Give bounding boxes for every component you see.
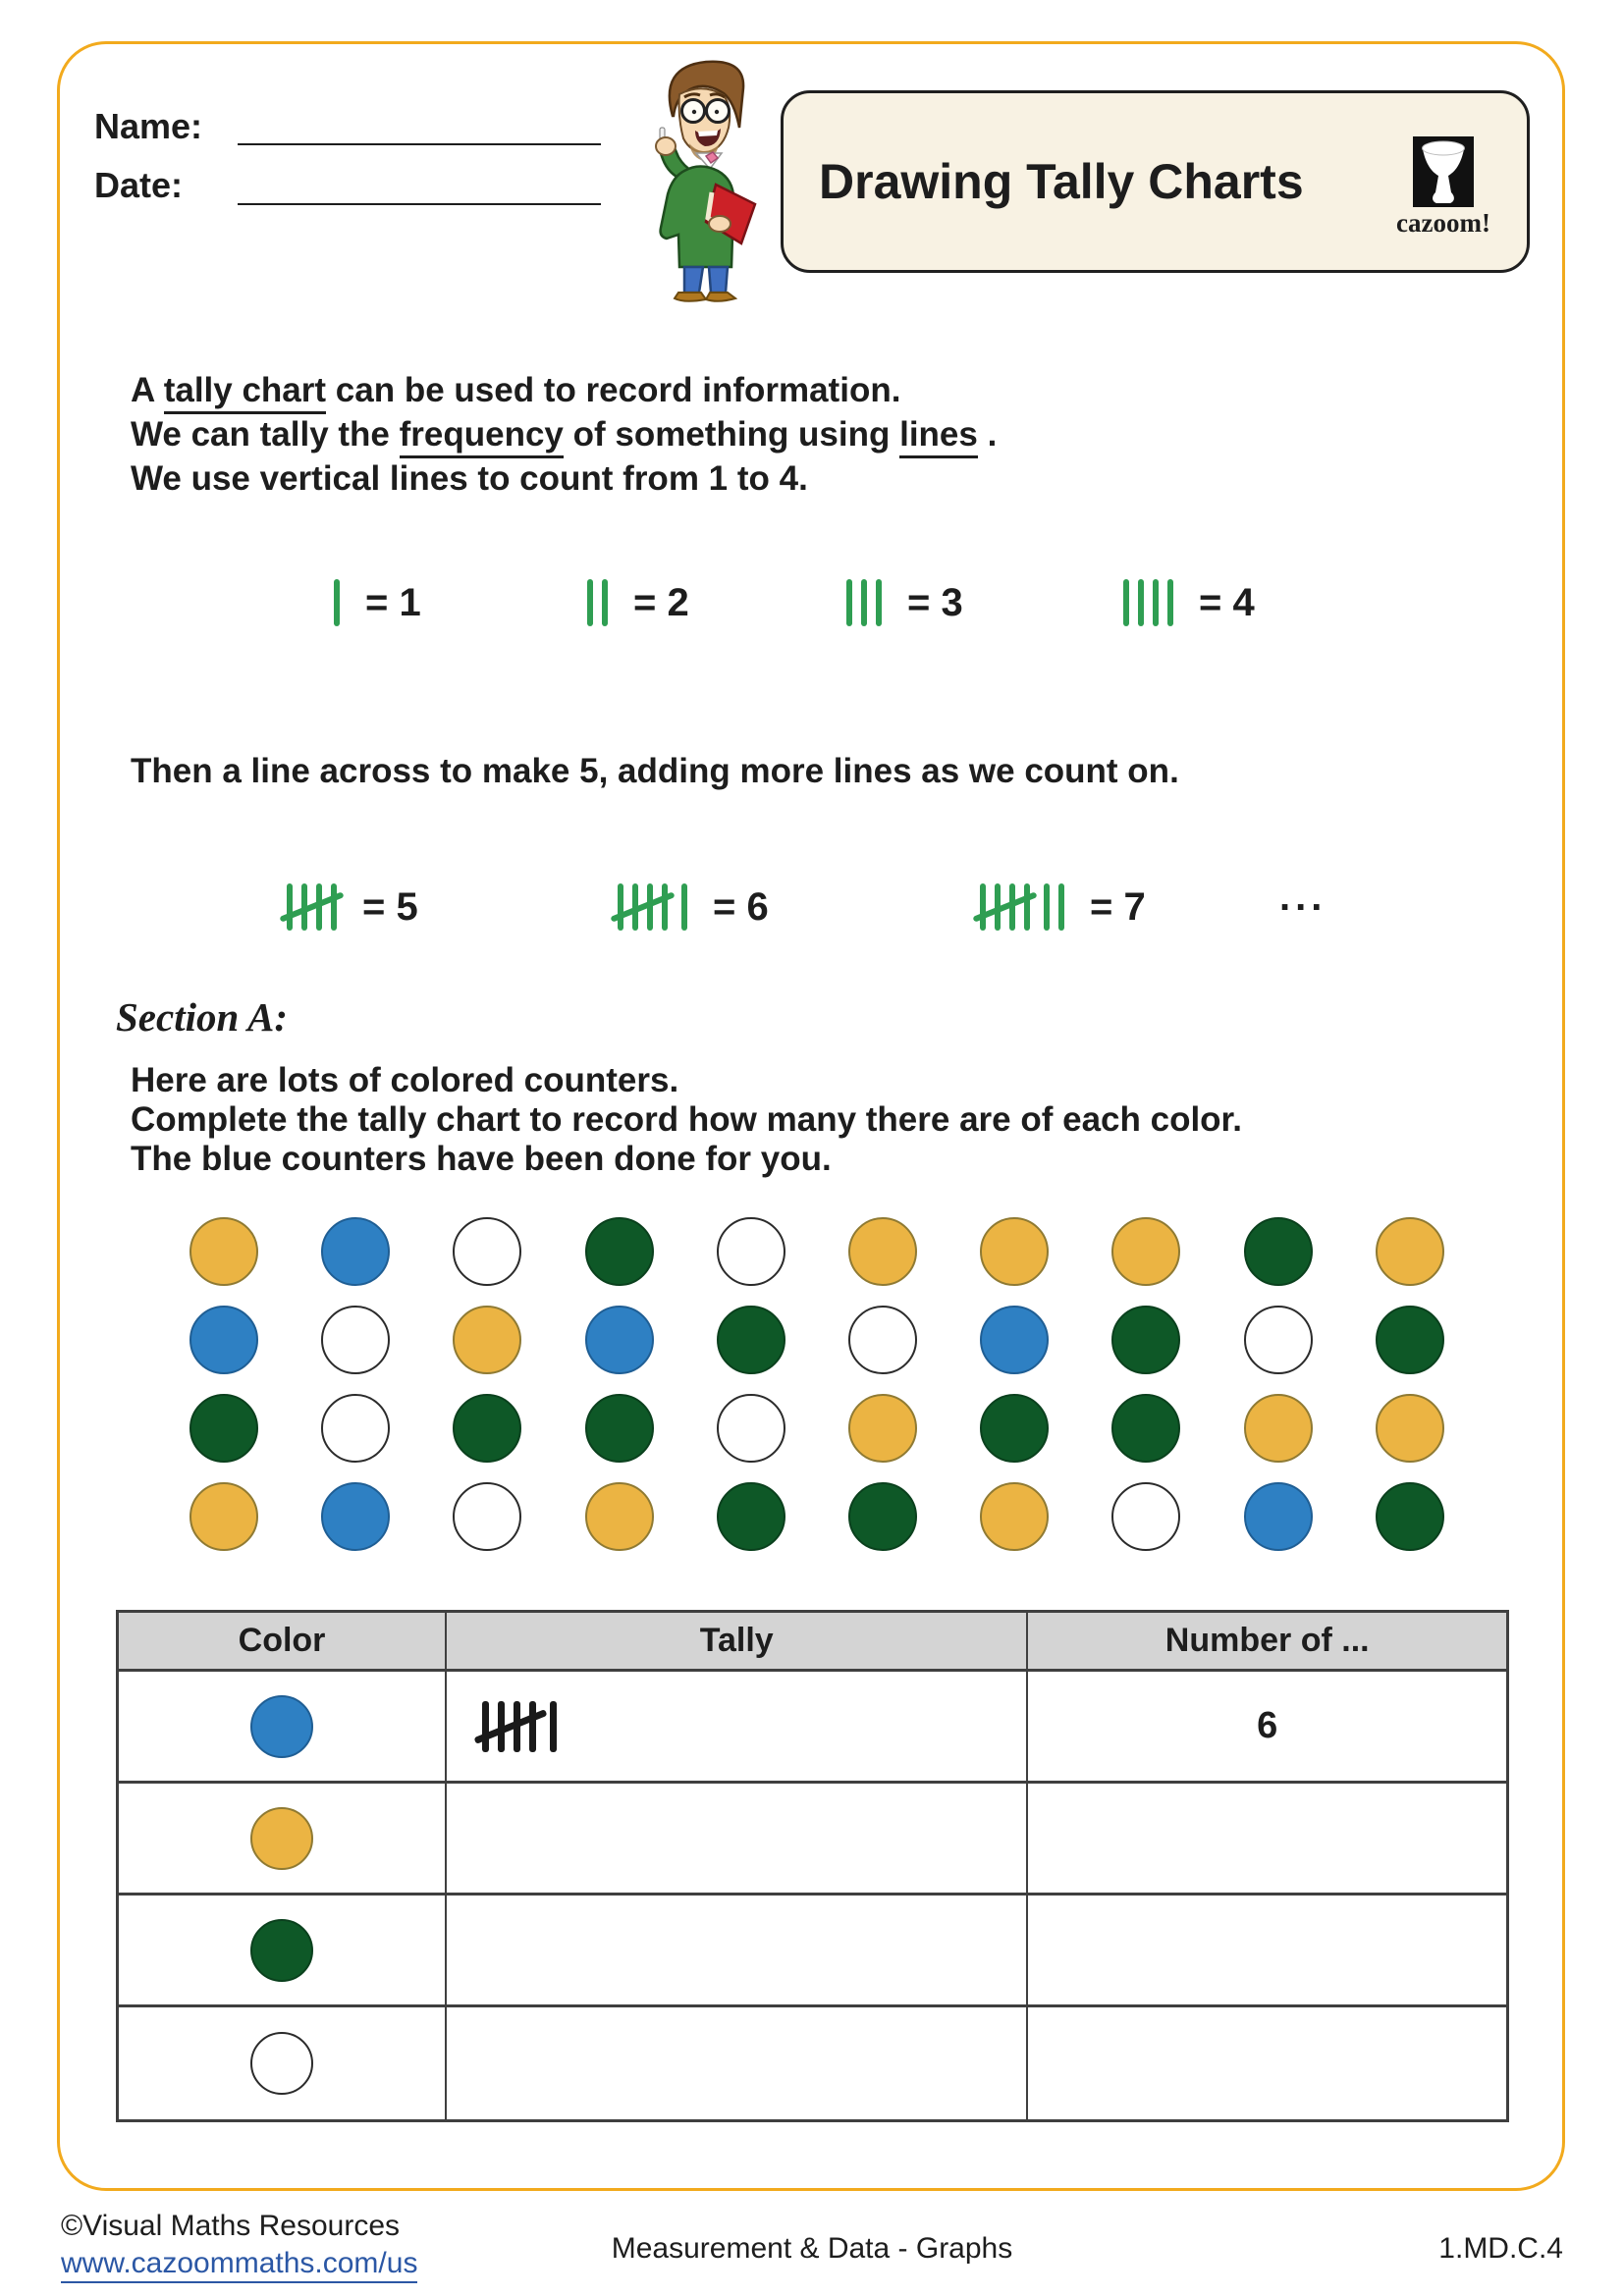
table-cell-number[interactable] bbox=[1028, 1896, 1506, 2004]
table-row-blue bbox=[119, 1672, 1506, 1784]
then-line: Then a line across to make 5, adding more lines as we count on. bbox=[131, 752, 1179, 790]
tally-marks bbox=[482, 1701, 557, 1752]
tally-stroke bbox=[980, 883, 986, 931]
tally-group bbox=[334, 579, 340, 626]
tally-stroke bbox=[618, 883, 623, 931]
tally-marks bbox=[846, 579, 882, 626]
counter-green bbox=[1244, 1217, 1313, 1286]
counter-green bbox=[980, 1394, 1049, 1463]
table-header-1: Color bbox=[119, 1613, 447, 1669]
table-row-green bbox=[119, 1896, 1506, 2007]
section-a-line-3: The blue counters have been done for you. bbox=[131, 1140, 832, 1178]
tally-marks bbox=[618, 883, 687, 931]
counter-green bbox=[1376, 1482, 1444, 1551]
website-link[interactable]: www.cazoommaths.com/us bbox=[61, 2247, 417, 2283]
date-input-line[interactable] bbox=[238, 203, 601, 205]
counter-green bbox=[717, 1482, 785, 1551]
ellipsis-text: ... bbox=[1279, 876, 1327, 919]
tally-stroke bbox=[602, 579, 608, 626]
counter-yellow bbox=[453, 1306, 521, 1374]
title-box bbox=[781, 90, 1530, 273]
underlined-term: tally chart bbox=[164, 371, 326, 414]
tally-example-label: = 3 bbox=[907, 581, 963, 624]
section-a-line-1: Here are lots of colored counters. bbox=[131, 1061, 679, 1099]
tally-group-of-five bbox=[980, 883, 1030, 931]
copyright-text: ©Visual Maths Resources bbox=[61, 2210, 401, 2242]
counter-green bbox=[585, 1217, 654, 1286]
counter-blue bbox=[189, 1306, 258, 1374]
tally-stroke bbox=[482, 1701, 489, 1752]
tally-group bbox=[1044, 883, 1064, 931]
tally-example-1 bbox=[334, 577, 421, 628]
counter-blue bbox=[321, 1217, 390, 1286]
underlined-term: frequency bbox=[400, 415, 564, 458]
table-cell-color bbox=[119, 1672, 447, 1781]
tally-example-7 bbox=[980, 881, 1146, 933]
teacher-illustration-icon bbox=[633, 55, 783, 304]
counter-white bbox=[848, 1306, 917, 1374]
tally-stroke bbox=[1167, 579, 1173, 626]
counter-white bbox=[250, 2032, 313, 2095]
tally-chart-table bbox=[116, 1610, 1509, 2122]
tally-stroke bbox=[681, 883, 687, 931]
counter-blue bbox=[585, 1306, 654, 1374]
table-cell-number[interactable] bbox=[1028, 1784, 1506, 1893]
counter-green bbox=[1111, 1394, 1180, 1463]
tally-example-label: = 7 bbox=[1090, 885, 1146, 929]
counter-white bbox=[1244, 1306, 1313, 1374]
tally-stroke bbox=[1058, 883, 1064, 931]
table-cell-tally bbox=[447, 1672, 1028, 1781]
counter-white bbox=[321, 1306, 390, 1374]
table-cell-color bbox=[119, 1896, 447, 2004]
tally-stroke bbox=[1138, 579, 1144, 626]
name-label: Name: bbox=[94, 106, 203, 146]
counter-white bbox=[453, 1482, 521, 1551]
table-header-3: Number of ... bbox=[1164, 1622, 1370, 1659]
counter-blue bbox=[250, 1695, 313, 1758]
tally-stroke bbox=[334, 579, 340, 626]
djembe-drum-icon bbox=[1413, 136, 1474, 207]
counter-yellow bbox=[1376, 1394, 1444, 1463]
tally-example-label: = 6 bbox=[713, 885, 769, 929]
table-cell-color bbox=[119, 2007, 447, 2119]
counter-white bbox=[717, 1394, 785, 1463]
page-title: Drawing Tally Charts bbox=[819, 154, 1304, 209]
counter-yellow bbox=[1244, 1394, 1313, 1463]
tally-group bbox=[1123, 579, 1173, 626]
tally-example-label: = 5 bbox=[362, 885, 418, 929]
tally-stroke bbox=[1123, 579, 1129, 626]
tally-example-5 bbox=[287, 881, 418, 933]
counter-white bbox=[1111, 1482, 1180, 1551]
tally-stroke bbox=[861, 579, 867, 626]
footer-topic-text: Measurement & Data - Graphs bbox=[611, 2232, 1013, 2265]
section-a-heading: Section A: bbox=[116, 994, 289, 1040]
tally-stroke bbox=[1153, 579, 1159, 626]
cazoom-logo bbox=[1383, 136, 1503, 239]
counter-blue bbox=[321, 1482, 390, 1551]
counter-green bbox=[1376, 1306, 1444, 1374]
counter-yellow bbox=[585, 1482, 654, 1551]
date-label: Date: bbox=[94, 165, 184, 205]
table-cell-tally[interactable] bbox=[447, 2007, 1028, 2119]
tally-group bbox=[681, 883, 687, 931]
counter-green bbox=[585, 1394, 654, 1463]
tally-example-4 bbox=[1123, 577, 1255, 628]
table-cell-tally[interactable] bbox=[447, 1784, 1028, 1893]
name-input-line[interactable] bbox=[238, 143, 601, 145]
tally-marks bbox=[1123, 579, 1173, 626]
counter-white bbox=[321, 1394, 390, 1463]
tally-stroke bbox=[846, 579, 852, 626]
tally-group-of-five bbox=[287, 883, 337, 931]
counter-yellow bbox=[848, 1394, 917, 1463]
tally-group bbox=[846, 579, 882, 626]
tally-stroke bbox=[662, 883, 668, 931]
table-header-row bbox=[119, 1613, 1506, 1672]
underlined-term: lines bbox=[899, 415, 978, 458]
counter-green bbox=[189, 1394, 258, 1463]
counter-white bbox=[453, 1217, 521, 1286]
counter-blue bbox=[980, 1306, 1049, 1374]
tally-stroke bbox=[529, 1701, 536, 1752]
section-a-line-2: Complete the tally chart to record how many there are of each color. bbox=[131, 1100, 1242, 1139]
counter-yellow bbox=[848, 1217, 917, 1286]
teacher-cartoon bbox=[633, 55, 783, 304]
intro-line-1: A tally chart can be used to record information. bbox=[131, 371, 900, 410]
tally-example-6 bbox=[618, 881, 769, 933]
tally-group bbox=[587, 579, 608, 626]
counter-yellow bbox=[189, 1217, 258, 1286]
tally-group-of-five bbox=[482, 1701, 536, 1752]
table-cell-color bbox=[119, 1784, 447, 1893]
tally-example-label: = 2 bbox=[633, 581, 689, 624]
tally-stroke bbox=[287, 883, 293, 931]
tally-marks bbox=[587, 579, 608, 626]
intro-line-3: We use vertical lines to count from 1 to 4. bbox=[131, 459, 808, 498]
tally-example-label: = 1 bbox=[365, 581, 421, 624]
standard-code: 1.MD.C.4 bbox=[1438, 2232, 1563, 2265]
intro-line-2: We can tally the frequency of something using lines . bbox=[131, 415, 997, 454]
logo-text: cazoom! bbox=[1396, 208, 1490, 238]
tally-example-3 bbox=[846, 577, 963, 628]
counter-yellow bbox=[250, 1807, 313, 1870]
tally-example-2 bbox=[587, 577, 689, 628]
counter-white bbox=[717, 1217, 785, 1286]
table-cell-number: 6 bbox=[1257, 1705, 1278, 1746]
tally-marks bbox=[334, 579, 340, 626]
tally-group bbox=[550, 1701, 557, 1752]
tally-stroke bbox=[550, 1701, 557, 1752]
table-row-yellow bbox=[119, 1784, 1506, 1896]
tally-stroke bbox=[1044, 883, 1050, 931]
counter-yellow bbox=[189, 1482, 258, 1551]
counter-green bbox=[848, 1482, 917, 1551]
counter-yellow bbox=[980, 1482, 1049, 1551]
tally-example-label: = 4 bbox=[1199, 581, 1255, 624]
table-cell-number[interactable] bbox=[1028, 2007, 1506, 2119]
counter-yellow bbox=[1376, 1217, 1444, 1286]
table-header-2: Tally bbox=[447, 1613, 1028, 1669]
counter-green bbox=[250, 1919, 313, 1982]
counter-green bbox=[717, 1306, 785, 1374]
counter-yellow bbox=[1111, 1217, 1180, 1286]
table-row-white bbox=[119, 2007, 1506, 2119]
counter-blue bbox=[1244, 1482, 1313, 1551]
tally-marks bbox=[980, 883, 1064, 931]
table-cell-tally[interactable] bbox=[447, 1896, 1028, 2004]
tally-marks bbox=[287, 883, 337, 931]
tally-stroke bbox=[876, 579, 882, 626]
tally-stroke bbox=[331, 883, 337, 931]
counter-yellow bbox=[980, 1217, 1049, 1286]
counter-green bbox=[453, 1394, 521, 1463]
counter-green bbox=[1111, 1306, 1180, 1374]
tally-group-of-five bbox=[618, 883, 668, 931]
tally-stroke bbox=[587, 579, 593, 626]
tally-stroke bbox=[1024, 883, 1030, 931]
